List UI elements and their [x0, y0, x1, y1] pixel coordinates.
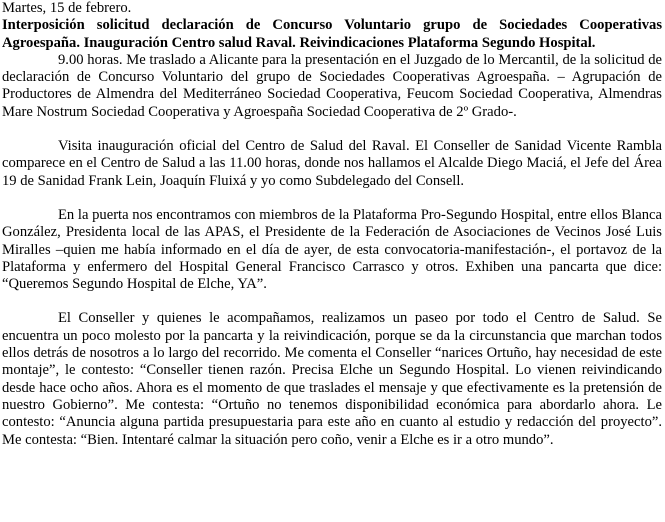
document-page [2, 0, 662, 449]
paragraph-court-filing: 9.00 horas. Me traslado a Alicante para la presentación en el Juzgado de lo Mercantil, de la solicitud de declaración de Concurso Voluntario del grupo de Sociedades Cooperativas Agroespaña. – Agrupación de Productores de Almendra del Mediterráneo Sociedad Cooperativa, Feucom Sociedad Cooperativa, Almendras Mare Nostrum Sociedad Cooperativa y Agroespaña Sociedad Cooperativa de 2º Grado-. [2, 51, 662, 120]
paragraph-spacer [2, 121, 662, 138]
paragraph-platform-protest: En la puerta nos encontramos con miembros de la Plataforma Pro-Segundo Hospital, entre ellos Blanca González, Presidenta local de las APAS, el Presidente de la Federación de Asociaciones de Vecinos José Luis Miralles –quien me había informado en el día de ayer, de esta convocatoria-manifestación-, el portavoz de la Plataforma y enfermero del Hospital General Francisco Carrasco y otros. Exhiben una pancarta que dice: “Queremos Segundo Hospital de Elche, YA”. [2, 206, 662, 293]
paragraph-spacer [2, 190, 662, 207]
paragraph-spacer [2, 293, 662, 310]
date-line: Martes, 15 de febrero. [2, 0, 132, 16]
entry-heading: Interposición solicitud declaración de Concurso Voluntario grupo de Sociedades Cooperativas Agroespaña. Inauguración Centro salud Raval. Reivindicaciones Plataforma Segundo Hospital. [2, 17, 662, 51]
paragraph-health-center-visit: Visita inauguración oficial del Centro de Salud del Raval. El Conseller de Sanidad Vicente Rambla comparece en el Centro de Salud a las 11.00 horas, donde nos hallamos el Alcalde Diego Maciá, el Jefe del Área 19 de Sanidad Frank Lein, Joaquín Fluixá y yo como Subdelegado del Consell. [2, 138, 662, 189]
paragraph-conseller-conversation: El Conseller y quienes le acompañamos, realizamos un paseo por todo el Centro de Salud. Se encuentra un poco molesto por la pancarta y la reivindicación, porque se da la circunstancia que marchan todos ellos detrás de nosotros a lo largo del recorrido. Me comenta el Conseller “narices Ortuño, hay necesidad de este montaje”, le contesto: “Conseller tienen razón. Precisa Elche un Segundo Hospital. Lo vienen reivindicando desde hace ocho años. Ahora es el momento de que traslades el mensaje y que efectivamente es la pretensión de nuestro Gobierno”. Me contesta: “Ortuño no tenemos disponibilidad económica para abordarlo ahora. Le contesto: “Anuncia alguna partida presupuestaria para este año en cuanto al estudio y redacción del proyecto”. Me contesta: “Bien. Intentaré calmar la situación pero coño, venir a Elche es ir a otro mundo”. [2, 310, 662, 448]
